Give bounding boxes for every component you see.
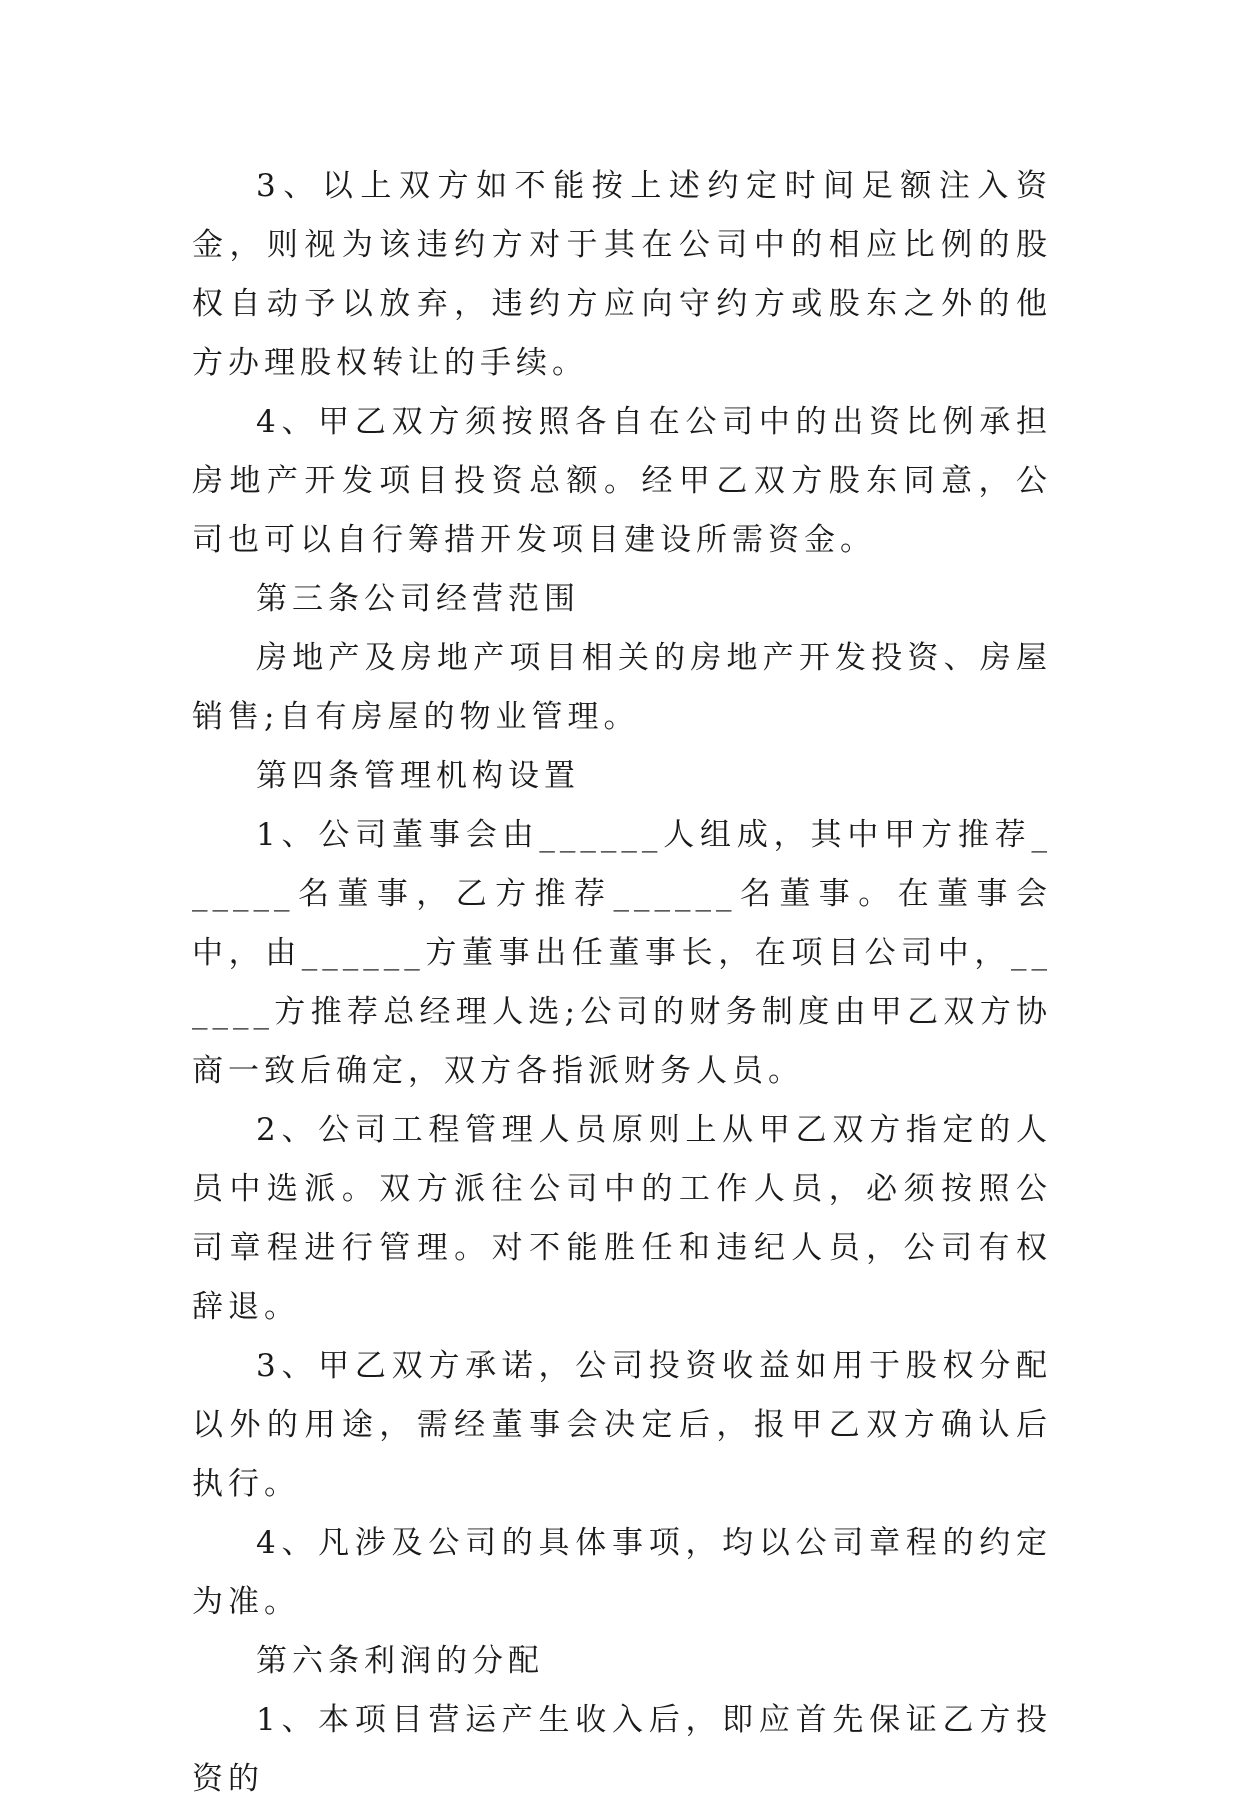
clause-3-heading: 第三条公司经营范围 (256, 581, 580, 617)
document-body (192, 157, 1052, 1809)
clause-6-heading: 第六条利润的分配 (256, 1643, 544, 1679)
clause-4-item-1-paragraph: 1、公司董事会由______人组成，其中甲方推荐______名董事，乙方推荐______名董事。在董事会中，由______方董事出任董事长，在项目公司中，______方推荐总经理人选;公司的财务制度由甲乙双方协商一致后确定，双方各指派财务人员。 (192, 817, 1052, 1089)
clause-4-heading: 第四条管理机构设置 (256, 758, 580, 794)
clause-4-item-3-paragraph: 3、甲乙双方承诺，公司投资收益如用于股权分配以外的用途，需经董事会决定后，报甲乙双方确认后执行。 (192, 1348, 1052, 1502)
clause-2-item-3-paragraph: 3、以上双方如不能按上述约定时间足额注入资金，则视为该违约方对于其在公司中的相应比例的股权自动予以放弃，违约方应向守约方或股东之外的他方办理股权转让的手续。 (192, 168, 1052, 381)
business-scope-paragraph: 房地产及房地产项目相关的房地产开发投资、房屋销售;自有房屋的物业管理。 (192, 640, 1052, 735)
clause-6-item-1-paragraph: 1、本项目营运产生收入后，即应首先保证乙方投资的 (192, 1702, 1052, 1797)
clause-2-item-4-paragraph: 4、甲乙双方须按照各自在公司中的出资比例承担房地产开发项目投资总额。经甲乙双方股东同意，公司也可以自行筹措开发项目建设所需资金。 (192, 404, 1052, 558)
clause-4-item-2-paragraph: 2、公司工程管理人员原则上从甲乙双方指定的人员中选派。双方派往公司中的工作人员，必须按照公司章程进行管理。对不能胜任和违纪人员，公司有权辞退。 (192, 1112, 1052, 1325)
clause-4-item-4-paragraph: 4、凡涉及公司的具体事项，均以公司章程的约定为准。 (192, 1525, 1052, 1620)
